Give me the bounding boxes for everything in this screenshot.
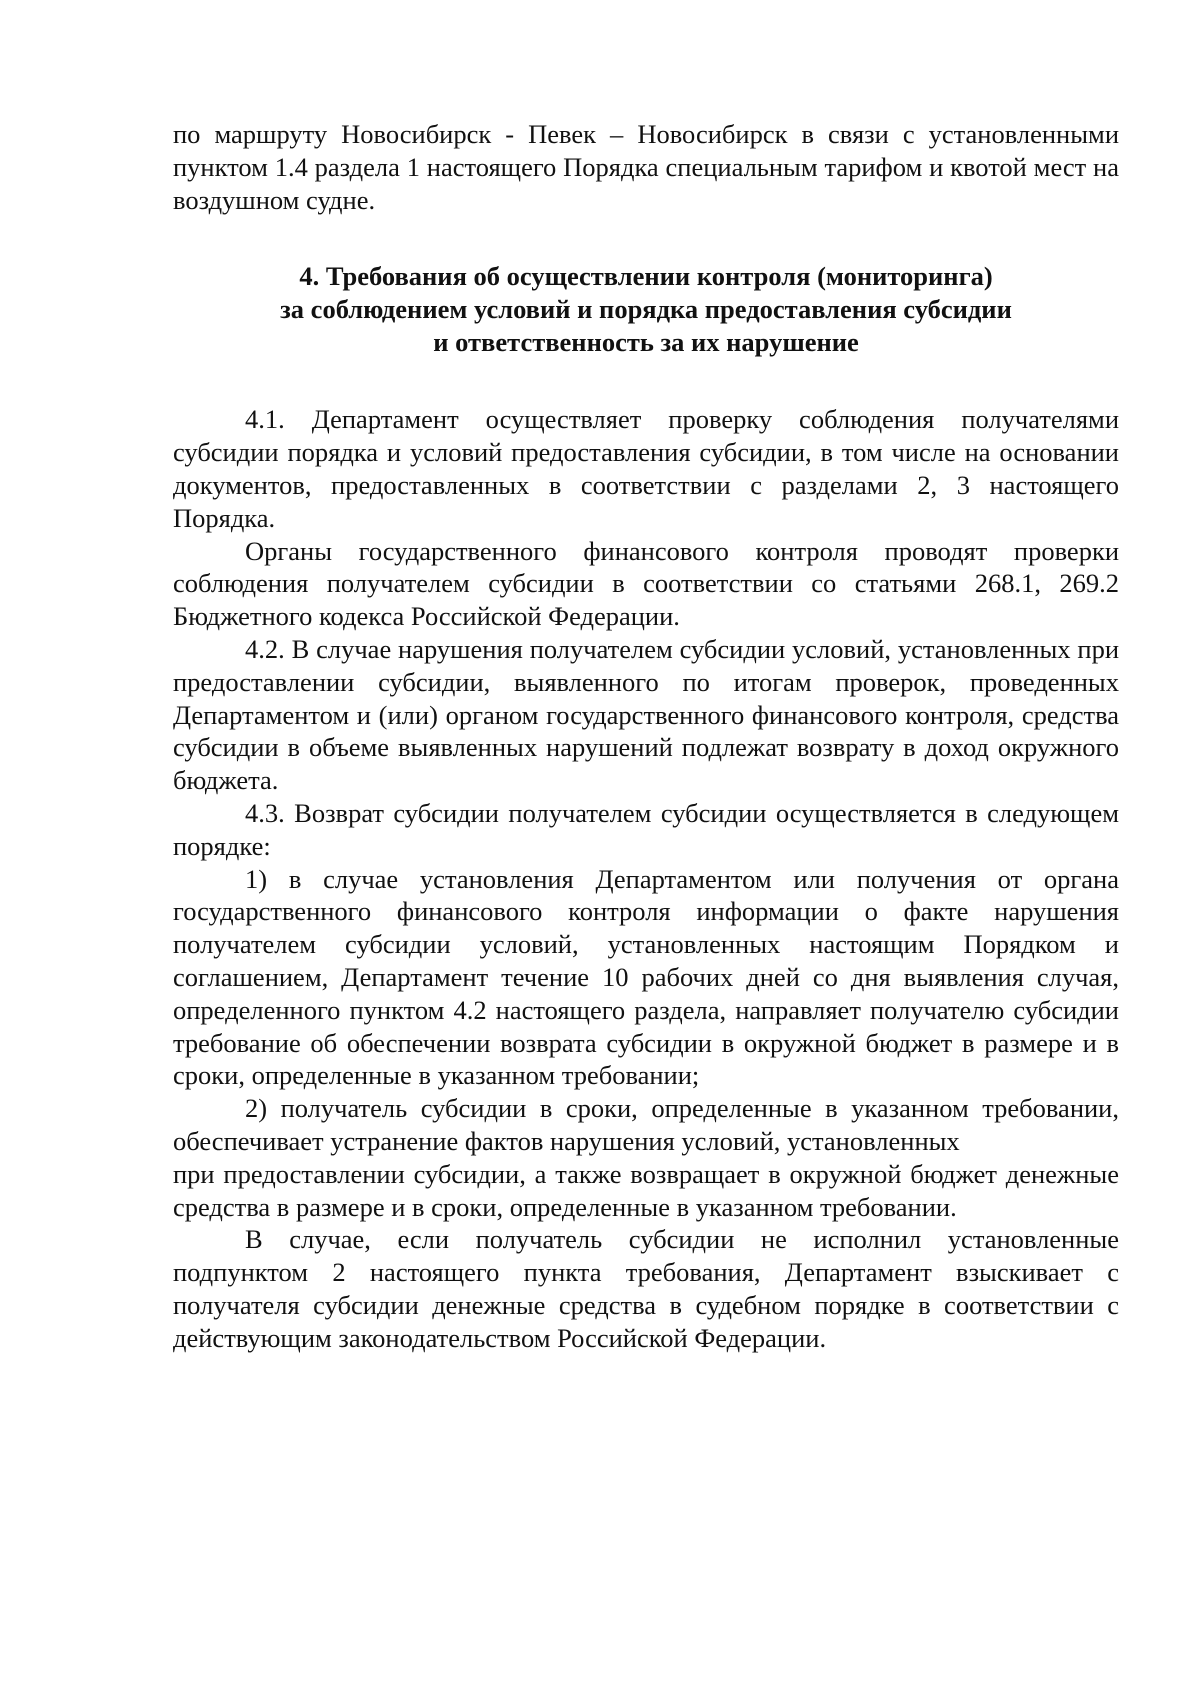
paragraph-enforcement: В случае, если получатель субсидии не исполнил установленные подпунктом 2 настоящего пункта требования, Департамент взыскивает с получателя субсидии денежные средства в судебном порядке в соответствии с действующим законодательством Российской Федерации. [173,1224,1119,1353]
paragraph-4-2: 4.2. В случае нарушения получателем субсидии условий, установленных при предоставлении субсидии, выявленного по итогам проверок, проведенных Департаментом и (или) органом государственного финансового контроля, средства субсидии в объеме выявленных нарушений подлежат возврату в доход окружного бюджета. [173,633,1119,796]
section-heading-line-2: за соблюдением условий и порядка предоставления субсидии [280,294,1012,325]
paragraph-4-1: 4.1. Департамент осуществляет проверку соблюдения получателями субсидии порядка и условий предоставления субсидии, в том числе на основании документов, предоставленных в соответствии с разделами 2, 3 настоящего Порядка. [173,404,1119,533]
list-item-2-part-b: при предоставлении субсидии, а также возвращает в окружной бюджет денежные средства в размере и в сроки, определенные в указанном требовании. [173,1158,1119,1222]
list-item-1: 1) в случае установления Департаментом или получения от органа государственного финансового контроля информации о факте нарушения получателем субсидии условий, установленных настоящим Порядком и соглашением, Департамент течение 10 рабочих дней со дня выявления случая, определенного пунктом 4.2 настоящего раздела, направляет получателю субсидии требование об обеспечении возврата субсидии в окружной бюджет в размере и в сроки, определенные в указанном требовании; [173,863,1119,1091]
continuation-paragraph: по маршруту Новосибирск - Певек – Новосибирск в связи с установленными пунктом 1.4 раздела 1 настоящего Порядка специальным тарифом и квотой мест на воздушном судне. [173,119,1119,215]
paragraph-4-3: 4.3. Возврат субсидии получателем субсидии осуществляется в следующем порядке: [173,797,1119,861]
section-heading-line-1: 4. Требования об осуществлении контроля (мониторинга) [299,261,993,292]
section-heading-line-3: и ответственность за их нарушение [433,327,859,358]
list-item-2-part-a: 2) получатель субсидии в сроки, определенные в указанном требовании, обеспечивает устранение фактов нарушения условий, установленных [173,1093,1119,1156]
paragraph-financial-control: Органы государственного финансового контроля проводят проверки соблюдения получателем субсидии в соответствии со статьями 268.1, 269.2 Бюджетного кодекса Российской Федерации. [173,535,1119,632]
document-body [173,118,1119,1355]
section-heading [173,260,1119,359]
